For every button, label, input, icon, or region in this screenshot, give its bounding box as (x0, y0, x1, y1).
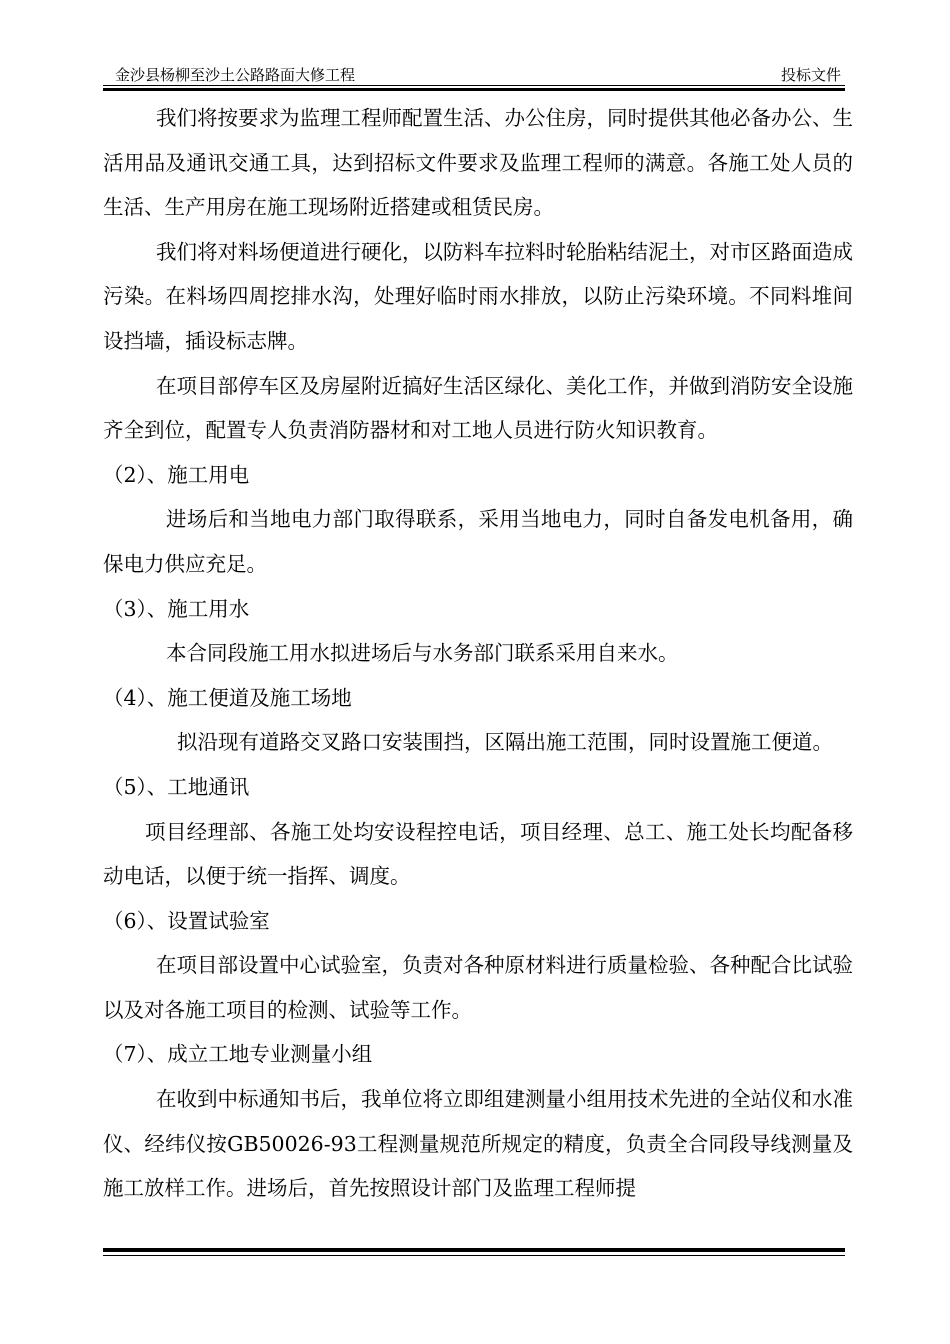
header-doc-type: 投标文件 (780, 66, 841, 84)
header-rule-thin (103, 85, 845, 86)
heading-survey-team: （7）、成立工地专业测量小组 (103, 1042, 373, 1067)
header-rule-thick (103, 88, 845, 91)
paragraph-laboratory: 在项目部设置中心试验室，负责对各种原材料进行质量检验、各种配合比试验以及对各施工项目的检测、试验等工作。 (103, 953, 853, 1022)
paragraph-access-road: 拟沿现有道路交叉路口安装围挡，区隔出施工范围，同时设置施工便道。 (177, 730, 833, 755)
paragraph-water-supply: 本合同段施工用水拟进场后与水务部门联系采用自来水。 (166, 641, 679, 666)
document-body (103, 96, 853, 1211)
paragraph-office-housing: 我们将按要求为监理工程师配置生活、办公住房，同时提供其他必备办公、生活用品及通讯交通工具，达到招标文件要求及监理工程师的满意。各施工处人员的生活、生产用房在施工现场附近搭建或租赁民房。 (103, 106, 853, 220)
heading-power-supply: （2）、施工用电 (103, 462, 250, 487)
paragraph-survey-team: 在收到中标通知书后，我单位将立即组建测量小组用技术先进的全站仪和水准仪、经纬仪按GB50026-93工程测量规范所规定的精度，负责全合同段导线测量及施工放样工作。进场后，首先按照设计部门及监理工程师提 (103, 1087, 853, 1201)
footer-rule-thick (103, 1248, 845, 1252)
header-title: 金沙县杨柳至沙土公路路面大修工程 (115, 66, 356, 84)
paragraph-greening-fire-safety: 在项目部停车区及房屋附近搞好生活区绿化、美化工作，并做到消防安全设施齐全到位，配置专人负责消防器材和对工地人员进行防火知识教育。 (103, 373, 853, 443)
paragraph-power-supply: 进场后和当地电力部门取得联系，采用当地电力，同时自备发电机备用，确保电力供应充足。 (103, 507, 853, 576)
footer-rule-thin (103, 1255, 845, 1256)
paragraph-communication: 项目经理部、各施工处均安设程控电话，项目经理、总工、施工处长均配备移动电话，以便于统一指挥、调度。 (103, 819, 853, 889)
heading-access-road: （4）、施工便道及施工场地 (103, 685, 352, 710)
heading-communication: （5）、工地通讯 (103, 774, 250, 799)
heading-water-supply: （3）、施工用水 (103, 596, 250, 621)
paragraph-material-yard: 我们将对料场便道进行硬化，以防料车拉料时轮胎粘结泥土，对市区路面造成污染。在料场四周挖排水沟，处理好临时雨水排放，以防止污染环境。不同料堆间设挡墙，插设标志牌。 (103, 239, 853, 353)
heading-laboratory: （6）、设置试验室 (103, 908, 270, 933)
